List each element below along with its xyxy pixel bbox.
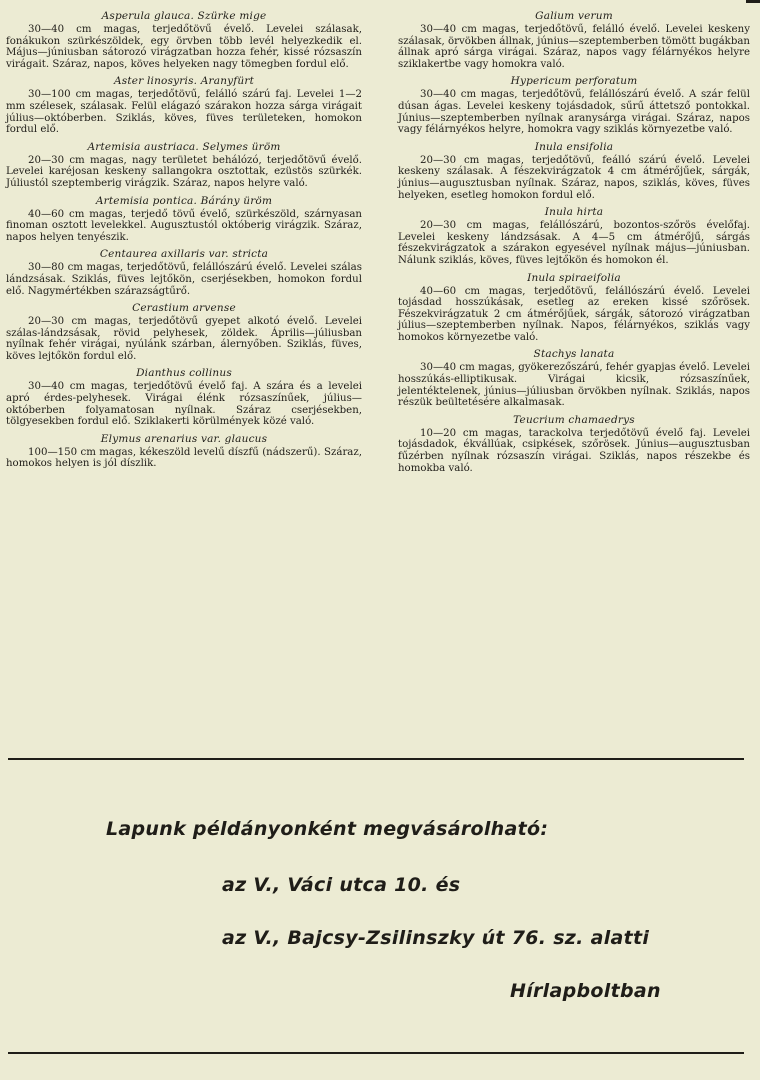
entry-galium-verum	[398, 10, 750, 70]
entry-asperula-glauca	[6, 10, 362, 70]
right-column	[398, 10, 750, 479]
entry-body: 40—60 cm magas, terjedőtövű, felállószárú évelő. Levelei tojásdad hosszúkásak, esetleg az ereken kissé szőrösek. Fészekvirágzatuk 2 cm átmérőjűek, sárgák, sátorozó virágzatban július—szeptemberben nyílnak. Napos, félárnyékos, sziklás vagy homokos környezetbe való.	[398, 285, 750, 343]
entry-title: Aster linosyris. Aranyfürt	[114, 75, 254, 88]
entry-title: Dianthus collinus	[136, 367, 232, 380]
entry-title: Inula spiraeifolia	[527, 271, 621, 284]
entry-centaurea-axillaris	[6, 248, 362, 297]
entry-title: Asperula glauca. Szürke mige	[101, 10, 267, 22]
entry-body: 30—80 cm magas, terjedőtövű, felállószárú évelő. Levelei szálas lándzsásak. Sziklás, füves lejtőkön, cserjésekben, homokon fordul elő. Nagymértékben szárazságtűrő.	[6, 262, 362, 297]
entry-title: Teucrium chamaedrys	[513, 413, 635, 426]
entry-title: Artemisia austriaca. Selymes üröm	[87, 140, 281, 153]
entry-inula-ensifolia	[398, 141, 750, 201]
entry-title: Hypericum perforatum	[510, 75, 638, 88]
entry-aster-linosyris	[6, 75, 362, 135]
entry-title: Inula hirta	[544, 206, 604, 219]
entry-title: Elymus arenarius var. glaucus	[100, 432, 268, 445]
entry-body: 20—30 cm magas, terjedőtövű, feálló szárú évelő. Levelei keskeny szálasak. A fészekvirágzatok 4 cm átmérőjűek, sárgák, június—augusztusban nyílnak. Száraz, napos, sziklás, köves, füves helyeken, esetleg homokon fordul elő.	[398, 154, 750, 201]
entry-title: Cerastium arvense	[132, 302, 236, 315]
entry-cerastium-arvense	[6, 302, 362, 362]
entry-artemisia-austriaca	[6, 141, 362, 190]
entry-inula-spiraeifolia	[398, 272, 750, 344]
entry-inula-hirta	[398, 206, 750, 266]
entry-body: 100—150 cm magas, kékeszöld levelű díszfű (nádszerű). Száraz, homokos helyen is jól díszlik.	[6, 446, 362, 470]
entry-title: Centaurea axillaris var. stricta	[99, 248, 269, 261]
entry-body: 30—40 cm magas, terjedőtövű, felállószárú évelő. A szár felül dúsan ágas. Levelei keskeny tojásdadok, sűrű áttetsző pontokkal. Június—szeptemberben nyílnak aranysárga virágai. Száraz, napos vagy félárnyékos helyre, homokra vagy sziklás környezetbe való.	[398, 89, 750, 136]
entry-title: Stachys lanata	[533, 348, 615, 361]
notice-shop-name: Hírlapboltban	[510, 980, 661, 1002]
divider-rule-top	[8, 758, 744, 760]
entry-body: 20—30 cm magas, felállószárú, bozontos-szőrös évelőfaj. Levelei keskeny lándzsásak. A 4—5 cm átmérőjű, sárgás fészekvirágzatok a szárakon egyesével nyílnak május—júniusban. Nálunk sziklás, köves, füves lejtőkön és homokon él.	[398, 220, 750, 266]
entry-body: 30—100 cm magas, terjedőtövű, felálló szárú faj. Levelei 1—2 mm szélesek, szálasak. Felül elágazó szárakon hozza sárga virágait július—októberben. Sziklás, köves, füves területeken, homokon fordul elő.	[6, 89, 362, 136]
corner-mark	[746, 0, 760, 3]
entry-elymus-arenarius	[6, 433, 362, 470]
entry-body: 30—40 cm magas, terjedőtövű évelő faj. A szára és a levelei apró érdes-pelyhesek. Virágai élénk rózsaszínűek, július—októberben folyamatosan nyílnak. Száraz cserjésekben, tölgyesekben fordul elő. Sziklakerti körülmények közé való.	[6, 381, 362, 428]
entry-body: 30—40 cm magas, terjedőtövű évelő. Levelei szálasak, fonákukon szürkészöldek, egy örvben több levél helyezkedik el. Május—júniusban sátorozó virágzatban hozza fehér, kissé rózsaszín virágait. Száraz, napos, köves helyeken nagy tömegben fordul elő.	[6, 24, 362, 70]
notice-address-2: az V., Bajcsy-Zsilinszky út 76. sz. alatti	[222, 927, 650, 949]
entry-teucrium-chamaedrys	[398, 414, 750, 474]
entry-body: 20—30 cm magas, nagy területet behálózó, terjedőtövű évelő. Levelei karéjosan keskeny sallangokra osztottak, ezüstös szürkék. Júliustól szeptemberig virágzik. Száraz, napos helyre való.	[6, 154, 362, 189]
entry-stachys-lanata	[398, 348, 750, 408]
entry-title: Inula ensifolia	[534, 140, 614, 153]
entry-body: 30—40 cm magas, terjedőtövű, felálló évelő. Levelei keskeny szálasak, örvökben állnak, június—szeptemberben tömött bugákban állnak apró sárga virágai. Száraz, napos vagy félárnyékos helyre sziklakertbe vagy homokra való.	[398, 24, 750, 70]
entry-body: 10—20 cm magas, tarackolva terjedőtövű évelő faj. Levelei tojásdadok, ékvállúak, csipkések, szőrösek. Június—augusztusban fűzérben nyílnak rózsaszín virágai. Sziklás, napos részekbe és homokba való.	[398, 427, 750, 474]
entry-hypericum-perforatum	[398, 75, 750, 135]
entry-title: Artemisia pontica. Bárány üröm	[95, 194, 273, 207]
notice-address-1: az V., Váci utca 10. és	[222, 874, 461, 896]
divider-rule-bottom	[8, 1052, 744, 1054]
notice-headline: Lapunk példányonként megvásárolható:	[106, 818, 549, 840]
entry-title: Galium verum	[535, 10, 613, 22]
entry-body: 40—60 cm magas, terjedő tövű évelő, szürkészöld, szárnyasan finoman osztott levelekkel. Augusztustól októberig virágzik. Száraz, napos helyen tenyészik.	[6, 208, 362, 243]
left-column	[6, 10, 362, 475]
entry-body: 30—40 cm magas, gyökerezőszárú, fehér gyapjas évelő. Levelei hosszúkás-elliptikusak. Virágai kicsik, rózsaszínűek, jelentéktelenek, június—júliusban örvökben nyílnak. Sziklás, napos részük beültetésére alkalmasak.	[398, 362, 750, 409]
entry-artemisia-pontica	[6, 195, 362, 244]
entry-dianthus-collinus	[6, 367, 362, 427]
entry-body: 20—30 cm magas, terjedőtövű gyepet alkotó évelő. Levelei szálas-lándzsásak, rövid pelyhesek, zöldek. Április—júliusban nyílnak fehér virágai, nyúlánk szárban, álernyőben. Sziklás, füves, köves lejtőkön fordul elő.	[6, 316, 362, 362]
